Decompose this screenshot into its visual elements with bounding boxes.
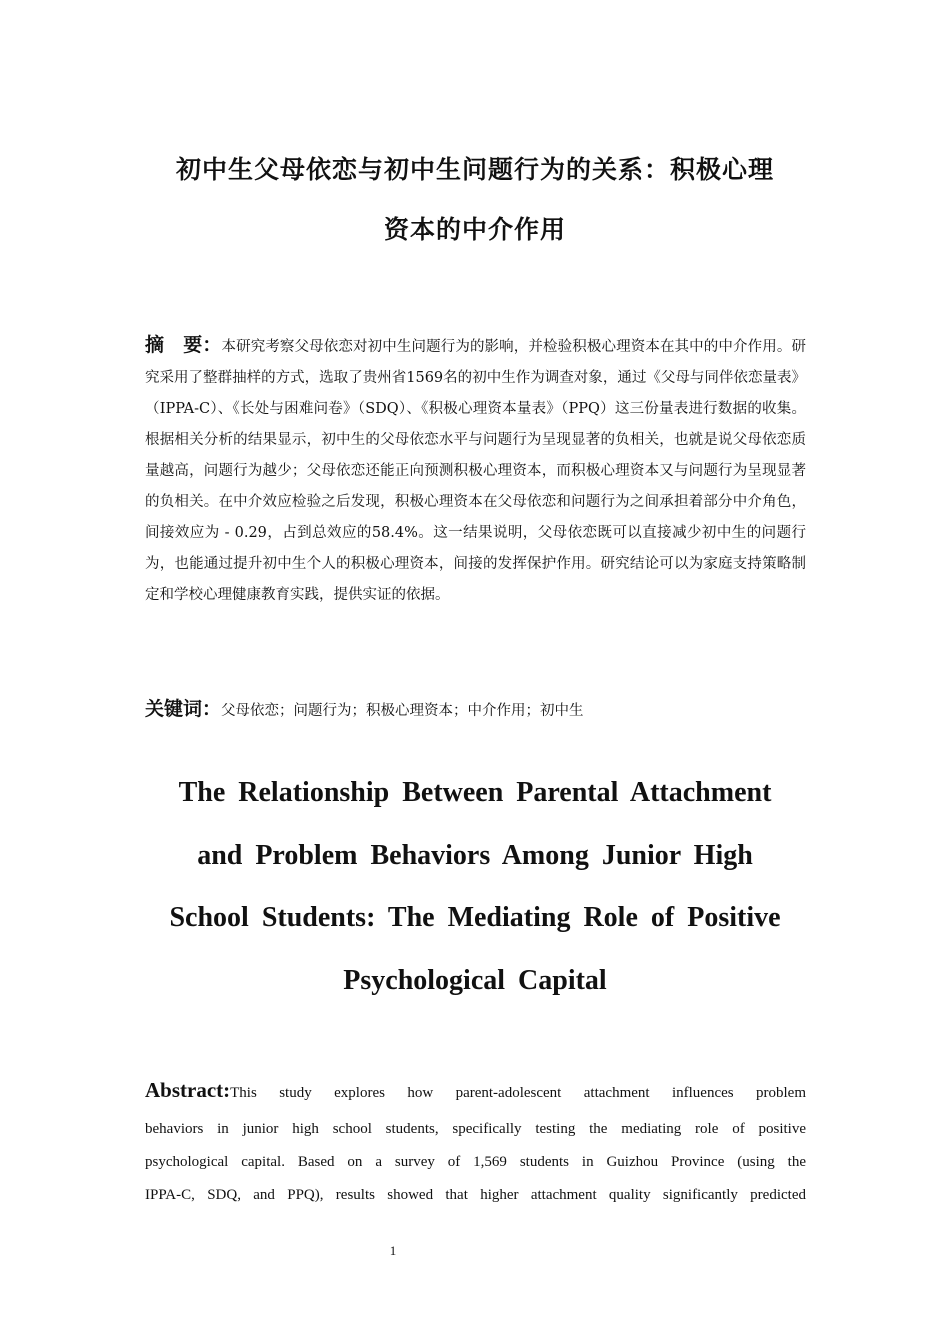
- page-number: 1: [389, 1243, 397, 1258]
- english-title-line-2: and Problem Behaviors Among Junior High: [197, 839, 753, 871]
- english-title-line-3: School Students: The Mediating Role of Positive: [169, 902, 781, 933]
- english-abstract-line-2: behaviors in junior high school students, specifically testing the mediating role of positive: [145, 1121, 806, 1137]
- english-title-line-1: The Relationship Between Parental Attachment: [178, 777, 772, 808]
- english-abstract-line-1: [145, 1070, 806, 1113]
- chinese-keywords-label: 关键词：: [145, 698, 222, 720]
- english-abstract-label: Abstract:: [145, 1078, 231, 1102]
- chinese-keywords: [145, 694, 806, 727]
- chinese-abstract-label: 摘 要：: [145, 334, 222, 356]
- chinese-title-line-1: 初中生父母依恋与初中生问题行为的关系：积极心理: [175, 155, 774, 184]
- english-abstract: [145, 1070, 806, 1212]
- english-abstract-text-1: This study explores how parent-adolescent attachment influences problem: [230, 1085, 806, 1101]
- chinese-title: [140, 140, 810, 260]
- chinese-keywords-text: 父母依恋；问题行为；积极心理资本；中介作用；初中生: [221, 703, 584, 719]
- english-title: [150, 762, 800, 1012]
- chinese-abstract: [145, 330, 806, 611]
- chinese-abstract-text: 本研究考察父母依恋对初中生问题行为的影响，并检验积极心理资本在其中的中介作用。研究采用了整群抽样的方式，选取了贵州省1569名的初中生作为调查对象，通过《父母与同伴依恋量表》（IPPA-C）、《长处与困难问卷》（SDQ）、《积极心理资本量表》（PPQ）这三份量表进行数据的收集。根据相关分析的结果显示，初中生的父母依恋水平与问题行为呈现显著的负相关，也就是说父母依恋质量越高，问题行为越少；父母依恋还能正向预测积极心理资本，而积极心理资本又与问题行为呈现显著的负相关。在中介效应检验之后发现，积极心理资本在父母依恋和问题行为之间承担着部分中介角色，间接效应为 - 0.29，占到总效应的58.4%。这一结果说明，父母依恋既可以直接减少初中生的问题行为，也能通过提升初中生个人的积极心理资本，间接的发挥保护作用。研究结论可以为家庭支持策略制定和学校心理健康教育实践，提供实证的依据。: [145, 339, 806, 603]
- english-title-line-4: Psychological Capital: [343, 964, 607, 996]
- chinese-title-line-2: 资本的中介作用: [383, 215, 566, 244]
- english-abstract-line-4: IPPA-C, SDQ, and PPQ), results showed that higher attachment quality significantly predicted: [145, 1187, 806, 1203]
- english-abstract-line-3: psychological capital. Based on a survey of 1,569 students in Guizhou Province (using the: [145, 1154, 806, 1170]
